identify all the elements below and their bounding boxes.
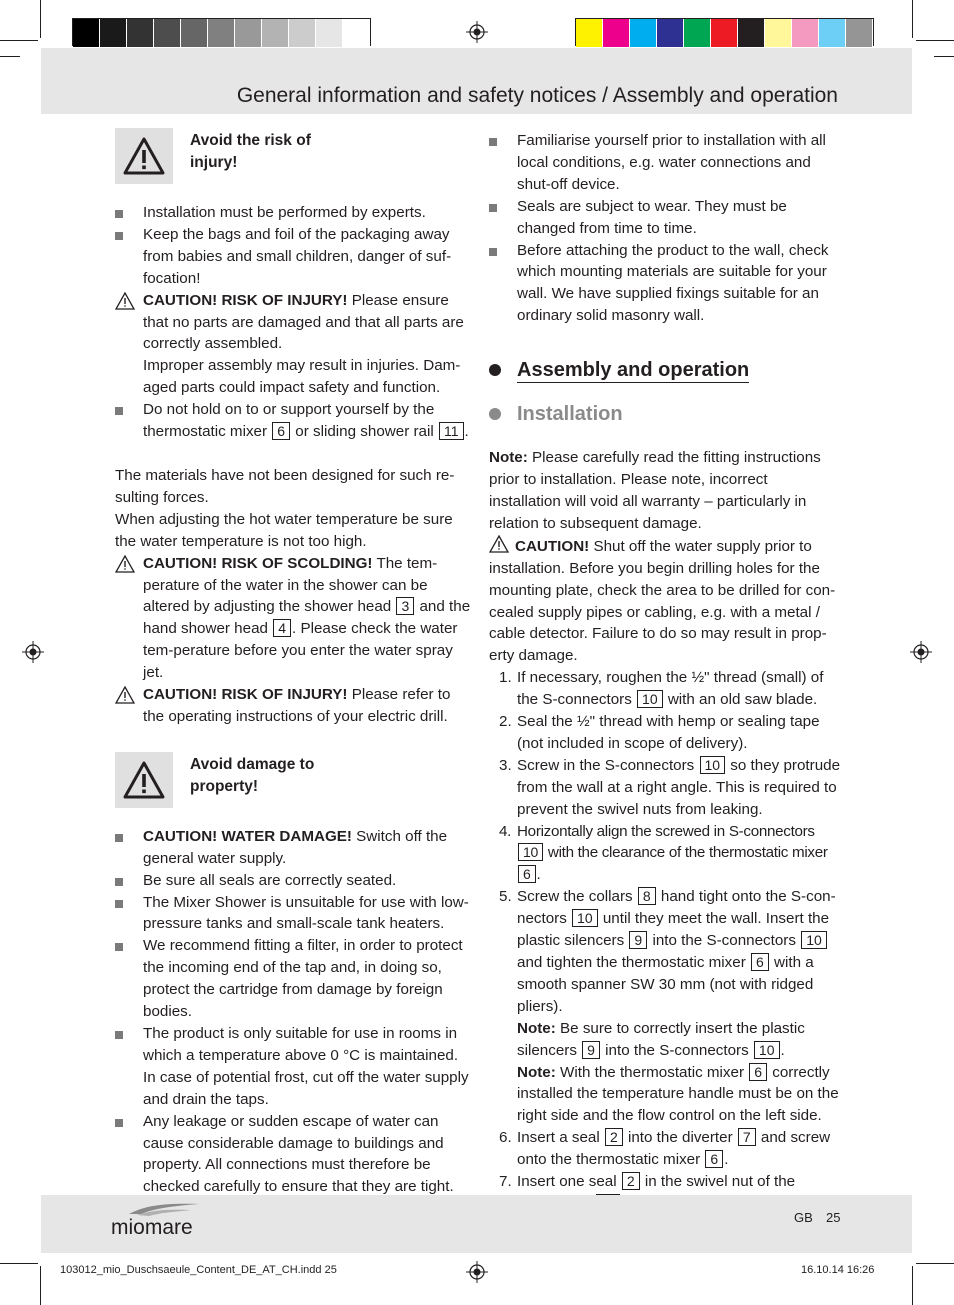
- list-item: Keep the bags and foil of the packaging away from babies and small children, danger of suf-focation!: [115, 224, 471, 290]
- caution-extra: Improper assembly may result in injuries. Dam-aged parts could impact safety and function.: [143, 357, 461, 397]
- gray-swatch: [262, 19, 289, 47]
- subsection-heading: Installation: [489, 401, 841, 427]
- step-item: 6. Insert a seal 2 into the diverter 7 and screw onto the thermostatic mixer 6 .: [499, 1129, 831, 1169]
- left-column: [115, 130, 471, 1198]
- slug-timestamp: 16.10.14 16:26: [801, 1264, 875, 1276]
- list-item: Familiarise yourself prior to installation with all local conditions, e.g. water connections and shut-off device.: [489, 130, 841, 196]
- gray-swatch: [316, 19, 343, 47]
- color-swatch: [846, 19, 873, 47]
- list-item: The Mixer Shower is unsuitable for use with low-pressure tanks and small-scale tank heaters.: [115, 892, 471, 936]
- color-swatch: [576, 19, 603, 47]
- warning-box-injury: [115, 130, 471, 184]
- warning-title: Avoid the risk of injury!: [190, 132, 311, 171]
- crop-mark: [912, 0, 913, 38]
- color-swatch: [738, 19, 765, 47]
- step-item: 3. Screw in the S-connectors 10 so they protrude from the wall at a right angle. This is required to prevent the swivel nuts from leaking.: [499, 756, 841, 818]
- crop-mark: [0, 40, 38, 41]
- gray-swatch: [289, 19, 316, 47]
- caution-triangle-icon: [489, 535, 509, 553]
- warning-title: Avoid damage to property!: [190, 755, 315, 795]
- miomare-logo: [111, 1200, 201, 1240]
- crop-mark: [912, 1266, 913, 1305]
- gray-swatch: [343, 19, 370, 47]
- color-swatch: [819, 19, 846, 47]
- section-heading: Assembly and operation: [489, 357, 841, 383]
- color-swatch: [630, 19, 657, 47]
- page-title: General information and safety notices / Assembly and operation: [236, 84, 838, 107]
- color-swatch: [792, 19, 819, 47]
- color-swatch: [603, 19, 630, 47]
- crop-mark: [0, 1263, 38, 1264]
- right-column: [489, 130, 841, 1237]
- color-swatch: [684, 19, 711, 47]
- list-item: We recommend fitting a filter, in order to protect the incoming end of the tap and, in doing so, protect the cartridge from damage by foreign bodies.: [115, 935, 471, 1023]
- registration-mark-icon: [22, 641, 44, 663]
- process-color-bar: [575, 18, 874, 46]
- list-item: Installation must be performed by experts.: [115, 202, 471, 224]
- crop-mark: [40, 1266, 41, 1305]
- registration-mark-icon: [466, 1261, 488, 1283]
- language-code: GB: [794, 1210, 813, 1225]
- color-swatch: [657, 19, 684, 47]
- list-item: Before attaching the product to the wall, check which mounting materials are suitable for your wall. We have supplied fixings suitable for an ordinary solid masonry wall.: [489, 240, 841, 328]
- crop-mark: [916, 40, 954, 41]
- caution-triangle-icon: [115, 686, 135, 704]
- list-item: CAUTION! WATER DAMAGE! Switch off the general water supply.: [115, 826, 471, 870]
- warning-triangle-icon: [115, 128, 173, 184]
- list-item: Any leakage or sudden escape of water can cause considerable damage to buildings and property. All connections must therefore be checked carefully to ensure that they are tight.: [115, 1111, 471, 1199]
- note-paragraph: Note: Please carefully read the fitting instructions prior to installation. Please note, incorrect installation will void all warranty – particularly in relation to subsequent damage.: [489, 449, 821, 532]
- gray-swatch: [100, 19, 127, 47]
- list-item: Seals are subject to wear. They must be changed from time to time.: [489, 196, 841, 240]
- step-item: 1. If necessary, roughen the ½" thread (small) of the S-connectors 10 with an old saw blade.: [499, 669, 824, 709]
- paragraph: When adjusting the hot water temperature be sure the water temperature is not too high.: [115, 510, 453, 550]
- caution-scolding: CAUTION! RISK OF SCOLDING! The tem-perature of the water in the shower can be altered by adjusting the shower head 3 and the hand shower head 4 . Please check the water tem-perature before you enter the water spray jet.: [115, 553, 471, 684]
- caution-triangle-icon: [115, 555, 135, 573]
- warning-triangle-icon: [115, 752, 173, 808]
- gray-swatch: [208, 19, 235, 47]
- page-number: 25: [826, 1210, 841, 1225]
- color-swatch: [711, 19, 738, 47]
- caution-drill: CAUTION! RISK OF INJURY! Please refer to the operating instructions of your electric drill.: [115, 684, 471, 728]
- step-item: 7. Insert one seal 2 in the swivel nut of the: [489, 1171, 841, 1237]
- slug-filename: 103012_mio_Duschsaeule_Content_DE_AT_CH.indd 25: [60, 1264, 337, 1276]
- crop-mark: [0, 56, 20, 57]
- crop-mark: [40, 0, 41, 38]
- step-item: 4. Horizontally align the screwed in S-connectors 10 with the clearance of the thermostatic mixer 6 .: [499, 822, 828, 884]
- gray-swatch: [127, 19, 154, 47]
- registration-mark-icon: [910, 641, 932, 663]
- gray-color-bar: [72, 18, 371, 46]
- paragraph: The materials have not been designed for such re-sulting forces.: [115, 466, 455, 506]
- crop-mark: [916, 1263, 954, 1264]
- gray-swatch: [235, 19, 262, 47]
- step-item: 2. Seal the ½" thread with hemp or sealing tape (not included in scope of delivery).: [499, 713, 820, 752]
- step-note: Note: Be sure to correctly insert the plastic silencers 9 into the S-connectors 10 .: [517, 1019, 805, 1059]
- registration-mark-icon: [466, 21, 488, 43]
- gray-swatch: [73, 19, 100, 47]
- step-note: Note: With the thermostatic mixer 6 correctly installed the temperature handle must be on the right side and the flow control on the left side.: [517, 1063, 839, 1125]
- caution-triangle-icon: [115, 292, 135, 310]
- caution-injury: CAUTION! RISK OF INJURY! Please ensure that no parts are damaged and that all parts are correctly assembled. Improper assembly may result in injuries. Dam-aged parts could impact safety and function.: [115, 290, 471, 400]
- svg-text:miomare: miomare: [111, 1216, 193, 1239]
- list-item: Be sure all seals are correctly seated.: [115, 870, 471, 892]
- step-item: 5. Screw the collars 8 hand tight onto the S-con-nectors 10 until they meet the wall. Insert the plastic silencers 9 into the S-connectors 10 and tighten the thermostatic mixer 6 with a smooth spanner SW 30 mm (not with ridged pliers). Note: Be sure to correctly insert the plastic silencers 9 into the S-connectors 10 . Note: With the thermostatic mixer 6 correctly installed the temperature handle must be on the right side and the flow control on the left side.: [489, 886, 841, 1127]
- gray-swatch: [181, 19, 208, 47]
- list-item: Do not hold on to or support yourself by the thermostatic mixer 6 or sliding shower rail 11 .: [115, 399, 471, 443]
- crop-mark: [934, 56, 954, 57]
- color-swatch: [765, 19, 792, 47]
- gray-swatch: [154, 19, 181, 47]
- list-item: The product is only suitable for use in rooms in which a temperature above 0 °C is maintained. In case of potential frost, cut off the water supply and drain the taps.: [115, 1023, 471, 1111]
- caution-paragraph: CAUTION! Shut off the water supply prior to installation. Before you begin drilling holes for the mounting plate, check the area to be drilled for con-cealed supply pipes or cabling, e.g. with a metal / cable detector. Failure to do so may result in prop-erty damage.: [489, 535, 841, 667]
- warning-box-property: [115, 754, 471, 808]
